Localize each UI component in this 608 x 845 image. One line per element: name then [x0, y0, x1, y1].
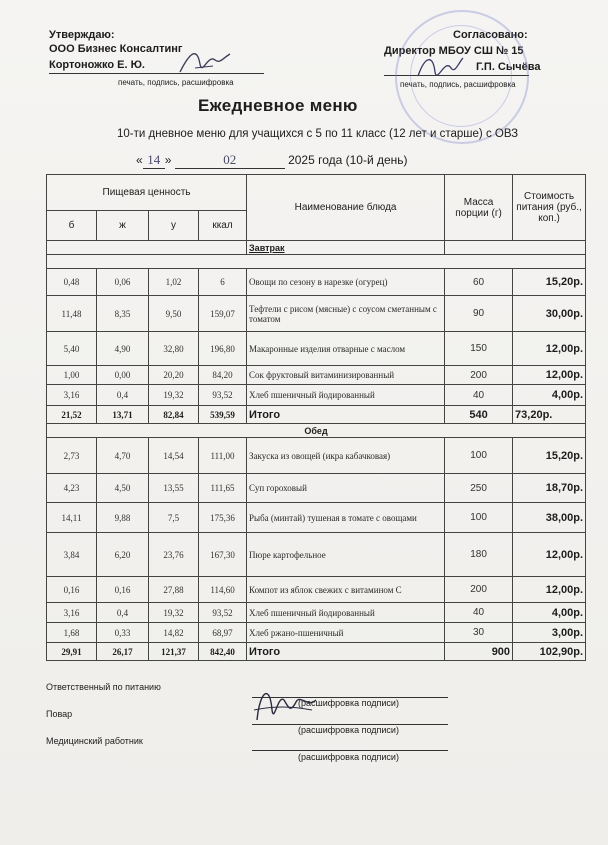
table-row: 11,48 8,35 9,50 159,07 Тефтели с рисом (мясные) с соусом сметанным с томатом 90 30,00р.: [47, 296, 586, 332]
col-price: Стоимость питания (руб., коп.): [513, 175, 586, 241]
date-year-text: 2025 года (10-й день): [288, 153, 408, 167]
col-b: б: [47, 211, 97, 241]
section-breakfast: Завтрак: [247, 241, 445, 255]
table-row: 14,11 9,88 7,5 175,36 Рыба (минтай) тушеная в томате с овощами 100 38,00р.: [47, 503, 586, 533]
medic-label: Медицинский работник: [46, 736, 143, 746]
col-kcal: ккал: [199, 211, 247, 241]
table-row: 3,84 6,20 23,76 167,30 Пюре картофельное 180 12,00р.: [47, 533, 586, 577]
responsible-label: Ответственный по питанию: [46, 682, 161, 692]
col-nutrition: Пищевая ценность: [47, 175, 247, 211]
agree-name: Г.П. Сычёва: [476, 61, 541, 73]
table-row: 2,73 4,70 14,54 111,00 Закуска из овощей (икра кабачковая) 100 15,20р.: [47, 438, 586, 474]
date-quote-close: »: [164, 153, 172, 167]
medic-caption: (расшифровка подписи): [298, 752, 399, 762]
cook-signature: [252, 680, 322, 730]
agree-position: Директор МБОУ СШ № 15: [384, 45, 524, 57]
approve-caption: печать, подпись, расшифровка: [118, 78, 234, 87]
agree-signature: [415, 48, 465, 88]
section-lunch: Обед: [47, 424, 586, 438]
table-row: 3,16 0,4 19,32 93,52 Хлеб пшеничный йодированный 40 4,00р.: [47, 385, 586, 406]
col-zh: ж: [97, 211, 149, 241]
responsible-caption: (расшифровка подписи): [298, 698, 399, 708]
approve-name: Кортоножко Е. Ю.: [49, 59, 145, 71]
agree-heading: Согласовано:: [453, 29, 528, 41]
col-u: у: [149, 211, 199, 241]
subtitle: 10-ти дневное меню для учащихся с 5 по 11 класс (12 лет и старше) с ОВЗ: [117, 128, 519, 140]
cook-caption: (расшифровка подписи): [298, 725, 399, 735]
medic-line: [252, 750, 448, 751]
col-dish-name: Наименование блюда: [247, 175, 445, 241]
table-row: 0,16 0,16 27,88 114,60 Компот из яблок свежих с витамином С 200 12,00р.: [47, 577, 586, 603]
table-row: 1,68 0,33 14,82 68,97 Хлеб ржано-пшеничный 30 3,00р.: [47, 623, 586, 643]
table-row: 1,00 0,00 20,20 84,20 Сок фруктовый витаминизированный 200 12,00р.: [47, 366, 586, 385]
approve-organization: ООО Бизнес Консалтинг: [49, 43, 183, 55]
table-row: 5,40 4,90 32,80 196,80 Макаронные изделия отварные с маслом 150 12,00р.: [47, 332, 586, 366]
lunch-total-row: 29,91 26,17 121,37 842,40 Итого 900 102,90р.: [47, 643, 586, 661]
approve-heading: Утверждаю:: [49, 29, 115, 41]
agree-caption: печать, подпись, расшифровка: [400, 80, 516, 89]
table-row: 4,23 4,50 13,55 111,65 Суп гороховый 250 18,70р.: [47, 474, 586, 503]
table-row: 3,16 0,4 19,32 93,52 Хлеб пшеничный йодированный 40 4,00р.: [47, 603, 586, 623]
cook-label: Повар: [46, 709, 73, 719]
page-title: Ежедневное меню: [198, 96, 358, 115]
table-row: 0,48 0,06 1,02 6 Овощи по сезону в нарезке (огурец) 60 15,20р.: [47, 269, 586, 296]
breakfast-total-row: 21,52 13,71 82,84 539,59 Итого 540 73,20р.: [47, 406, 586, 424]
date-line: [136, 152, 408, 169]
col-portion: Масса порции (г): [445, 175, 513, 241]
menu-table: [46, 174, 586, 661]
date-day: 14: [143, 152, 165, 169]
date-month: 02: [175, 152, 285, 169]
date-quote-open: «: [136, 153, 143, 167]
approve-signature: [175, 42, 235, 82]
